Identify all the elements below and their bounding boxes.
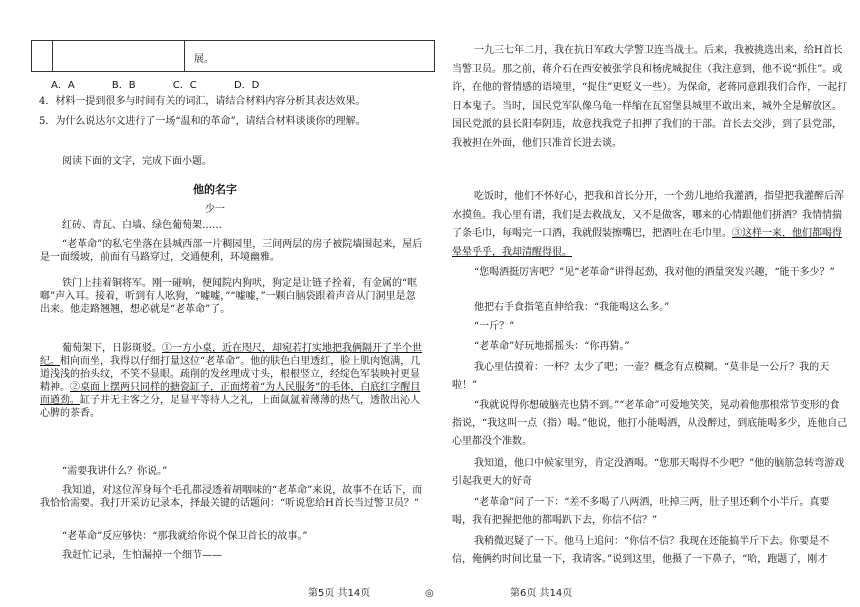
right-paragraph-2-text: 吃饭时，他们不怀好心，把我和首长分开，一个劲儿地给我灌酒，指望把我灌醉后浑水摸鱼。我心里有谱，我们是去救战友，又不是做客，哪来的心情跟他们拼酒？我情情揣了条毛巾，每喝完一口酒，我就假装擦嘴巴，把酒吐在毛巾里。 — [452, 191, 844, 239]
page-footer-right: 第6页 共14页 — [510, 588, 573, 599]
right-paragraph-6: “老革命”好玩地摇摇头：“你再猜。” — [474, 341, 630, 352]
reading-instruction: 阅读下面的文字，完成下面小题。 — [62, 156, 212, 167]
paragraph-4-text-c: 缸子并无主客之分，足显平等待人之礼，上面氤氲着薄薄的热气，透散出沁人心脾的茶香。 — [40, 395, 420, 419]
right-paragraph-10: “老革命”问了一下：“差不多喝了八两酒，吐掉三两，肚子里还剩个小半斤。真要喝，我有把握把他的都喝趴下去，你信不信？” — [452, 497, 830, 526]
binding-mark: ◎ — [425, 588, 434, 599]
right-paragraph-5: “一斤？” — [474, 321, 515, 332]
right-paragraph-2 — [452, 188, 848, 262]
paragraph-4-text-b: 相向而坐，我得以仔细打量这位“老革命”。他的肤色白里透红，脸上肌肉饱满，几道浅浅的抬头纹，不笑不显眼。疏削的发丝理成寸头，根根竖立，经绽色军装映衬更显精神。 — [40, 356, 421, 393]
paragraph-3: 铁门上挂着铜将军。刚一碰响，便闻院内狗吠，狗定是让链子拴着，有金属的“哐啷”声入耳。接着，听到有人吆狗，“嘘嘘，”“嘘嘘，”一颗白脑袋跟着声音从门洞里是忽出来。他走路翘翘，想必就是“老革命”了。 — [40, 278, 418, 315]
right-paragraph-1: 一九三七年二月，我在抗日军政大学警卫连当战士。后来，我被挑选出来，给H首长当警卫员。那之前，蒋介石在西安被张学良和杨虎城捉住（我注意到，他不说“抓住”。或许，在他的督情感的语境里，“捉住”更贬义一些）。为保命，老蒋同意跟我们合作，一起打日本鬼子。当时，国民党军队像乌龟一样缩在瓦窑堡县城里不敢出来，城外全是解放区。国民党派的县长阳奉阴违，故意找我党子扣押了我们的干部。首长去交涉，到了县党部，我被担在外面，他们只准首长进去谈。 — [452, 45, 848, 149]
right-paragraph-11: 我稍微迟疑了一下。他马上追问：“你信不信？我现在还能搞半斤下去。你要是不信，俺俩约时间比量一下，我请客。”说到这里，他摄了一下鼻子，“哈，跑题了，刚才 — [452, 536, 830, 565]
option-a: A．A — [51, 80, 75, 91]
question-5: 5．为什么说达尔文进行了一场“温和的革命”，请结合材料谈谈你的理解。 — [39, 116, 366, 127]
right-paragraph-9: 我知道，他口中候家里穷，肯定没酒喝。“您那天喝得不少吧？”他的脑筋急转弯游戏引起我更大的好奇 — [452, 458, 845, 487]
option-c: C．C — [172, 80, 197, 91]
paragraph-1: 红砖、青瓦、白墙、绿色葡萄架…… — [62, 220, 222, 231]
table-cell-empty — [52, 41, 185, 71]
right-paragraph-8: “我就说得你想破脑壳也猜不到。”“老革命”可爱地笑笑，晃动着他那根常节变形的食指说，“我这叫一点（指）喝。”他说，他打小能喝酒，从没醉过，到底能喝多少，连他自己心里都没个准数。 — [452, 400, 848, 447]
story-title: 他的名字 — [193, 183, 237, 196]
underlined-sentence-2: ②桌面上摆两只同样的搪瓷缸子，正面烤着“为人民服务”的毛体，白底红字醒目而遒劲。 — [40, 382, 421, 406]
paragraph-8: 我赶忙记录，生怕漏掉一个细节—— — [62, 550, 222, 561]
underlined-sentence-1: ①一方小桌，近在咫尺，却宛若打实地把我俩隔开了半个世纪。 — [40, 343, 422, 367]
choice-options — [51, 76, 293, 91]
right-paragraph-4: 他把右手食指笔直伸给我：“我能喝这么多。” — [474, 302, 670, 313]
paragraph-4-text-a: 葡萄架下，日影斑驳。 — [62, 343, 162, 354]
underlined-sentence-3: ③这样一来，他们都喝得晕晕乎乎，我却清醒得很。 — [452, 228, 842, 258]
paragraph-4 — [40, 342, 424, 420]
paragraph-5: “需要我讲什么？你说。” — [62, 466, 168, 477]
table-cell-number — [32, 41, 53, 71]
right-paragraph-3: “您喝酒挺厉害吧？”见“老革命”讲得起劲，我对他的酒量突发兴趣，“能干多少？” — [474, 267, 835, 278]
right-paragraph-7: 我心里估摸着：一杯？太少了吧；一壶？概念有点模糊。“莫非是一公斤？我的天啦！” — [452, 362, 830, 391]
paragraph-6: 我知道，对这位浑身每个毛孔都浸透着胡咽味的“老革命”来说，故事不在话下，而我恰恰需要。我打开采访记录本，择最关键的话题问：“听说您给H首长当过警卫员？” — [40, 485, 423, 509]
option-b: B．B — [111, 80, 136, 91]
page-footer-left: 第5页 共14页 — [308, 588, 371, 599]
story-author: 少一 — [205, 204, 225, 215]
paragraph-7: “老革命”反应够快：“那我就给你说个保卫首长的故事。” — [62, 531, 308, 542]
question-4: 4．材料一提到很多与时间有关的词汇，请结合材料内容分析其表达效果。 — [39, 96, 366, 107]
option-d: D．D — [233, 80, 260, 91]
right-page — [430, 0, 860, 607]
paragraph-2: “老革命”的私宅坐落在县城西部一片稠园里，三间两层的房子被院墙围起来，屋后是一面缓坡，前面有马路穿过，交通便利，环境幽雅。 — [40, 239, 423, 263]
answer-table-fragment — [31, 40, 435, 72]
table-cell-text: 展。 — [194, 54, 214, 65]
